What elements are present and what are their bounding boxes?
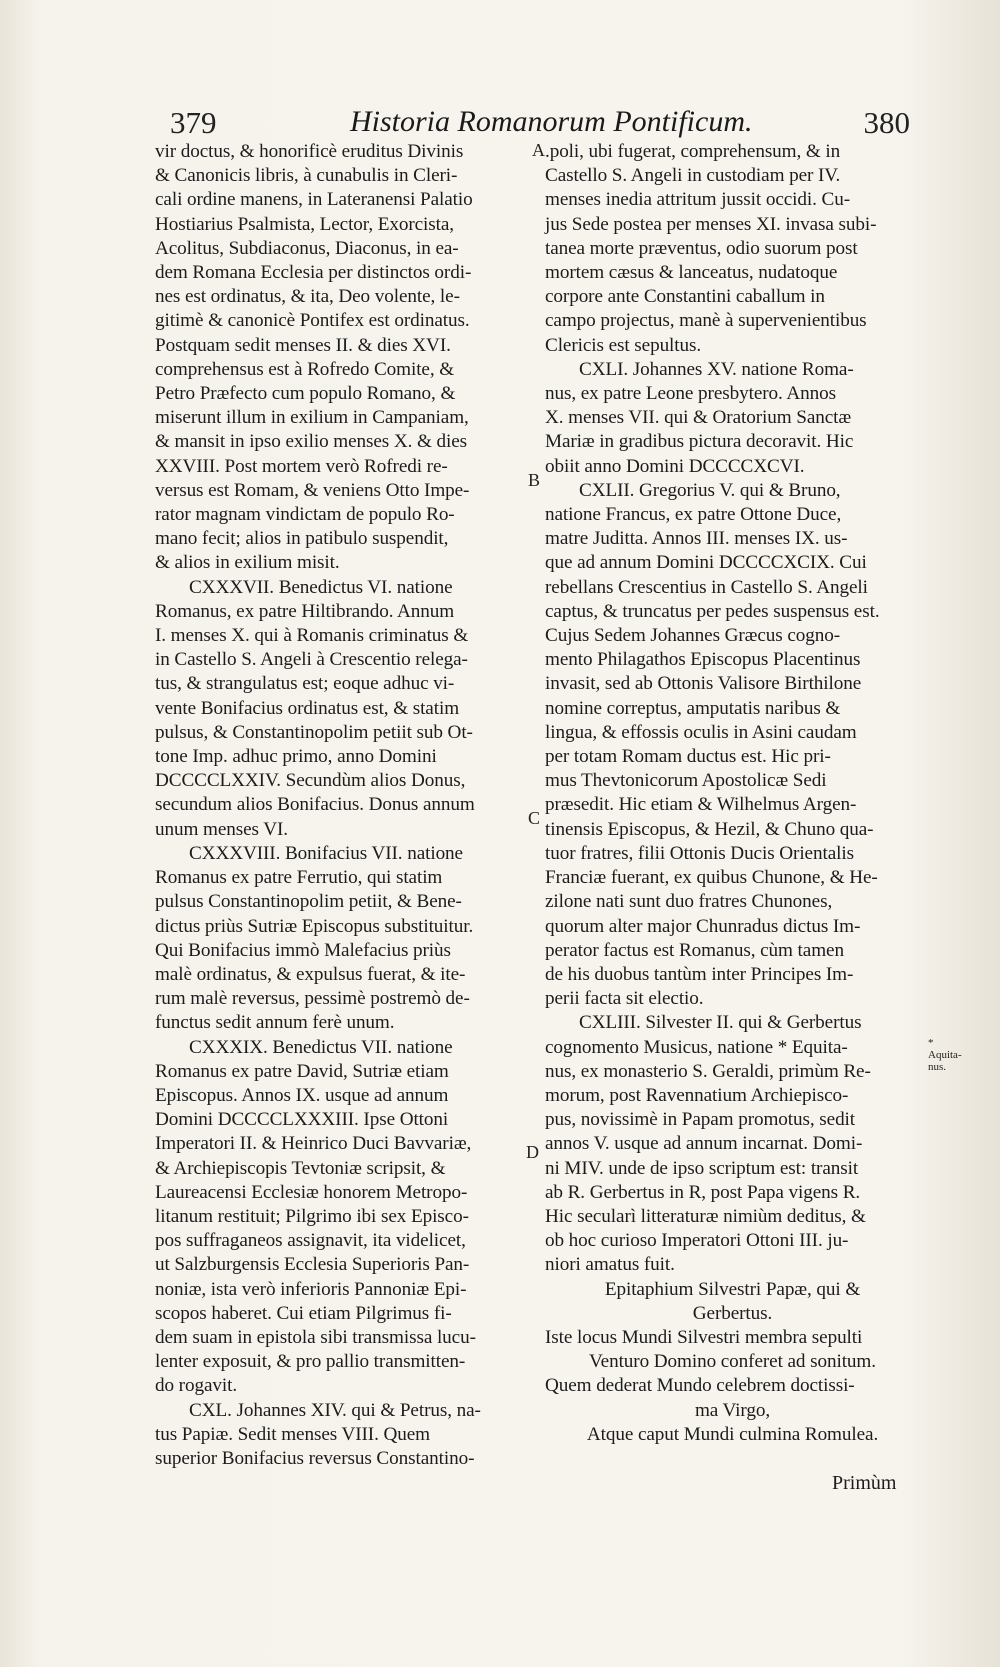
verse-line: ma Virgo, xyxy=(694,1399,771,1421)
text-line: pos suffraganeos assignavit, ita videlicet, xyxy=(155,1230,466,1252)
text-line: lingua, & effossis oculis in Asini caudam xyxy=(545,721,857,743)
text-line: invasit, sed ab Ottonis Valisore Birthilone xyxy=(545,673,862,695)
verse-line: Atque caput Mundi culmina Romulea. xyxy=(586,1423,879,1445)
text-line: pulsus, & Constantinopolim petiit sub Ot- xyxy=(155,721,473,743)
text-line: lenter exposuit, & pro pallio transmitten- xyxy=(155,1351,466,1373)
margin-letter-a: A xyxy=(532,140,545,160)
text-line: Cujus Sedem Johannes Græcus cogno- xyxy=(545,625,841,647)
text-line: superior Bonifacius reversus Constantino- xyxy=(155,1447,475,1469)
text-line: cognomento Musicus, natione * Equita- xyxy=(545,1036,848,1058)
text-line: DCCCCLXXIV. Secundùm alios Donus, xyxy=(155,770,466,792)
page-number-left: 379 xyxy=(170,105,217,140)
catchword: Primùm xyxy=(832,1472,897,1494)
text-line: pulsus Constantinopolim petiit, & Bene- xyxy=(155,891,462,913)
text-line: Romanus ex patre David, Sutriæ etiam xyxy=(155,1060,449,1082)
text-line: Domini DCCCCLXXXIII. Ipse Ottoni xyxy=(155,1109,449,1131)
text-line: vir doctus, & honorificè eruditus Divinis xyxy=(155,141,464,162)
text-line: nus, ex monasterio S. Geraldi, primùm Re- xyxy=(545,1060,871,1082)
text-line: Mariæ in gradibus pictura decoravit. Hic xyxy=(545,431,854,453)
text-line: ni MIV. unde de ipso scriptum est: transit xyxy=(545,1157,859,1179)
text-line: matre Juditta. Annos III. menses IX. us- xyxy=(545,528,848,550)
text-line: natione Francus, ex patre Ottone Duce, xyxy=(545,504,842,526)
text-line: Hostiarius Psalmista, Lector, Exorcista, xyxy=(155,213,454,235)
text-line: I. menses X. qui à Romanis criminatus & xyxy=(155,625,469,647)
text-line: dem suam in epistola sibi transmissa lucu- xyxy=(155,1326,476,1348)
text-line: mortem cæsus & lanceatus, nudatoque xyxy=(545,262,838,284)
text-line: & Archiepiscopis Tevtoniæ scripsit, & xyxy=(155,1157,446,1179)
text-line: CXL. Johannes XIV. qui & Petrus, na- xyxy=(189,1399,481,1421)
text-line: rator magnam vindictam de populo Ro- xyxy=(155,504,455,526)
text-line: tone Imp. adhuc primo, anno Domini xyxy=(155,746,437,768)
text-line: ab R. Gerbertus in R, post Papa vigens R. xyxy=(545,1181,861,1203)
text-line: tanea morte præventus, odio suorum post xyxy=(545,237,858,259)
text-line: gitimè & canonicè Pontifex est ordinatus. xyxy=(155,310,470,332)
text-line: morum, post Ravennatium Archiepisco- xyxy=(545,1084,849,1106)
text-line: menses inedia attritum jussit occidi. Cu- xyxy=(545,189,850,211)
text-line: Petro Præfecto cum populo Romano, & xyxy=(155,383,456,405)
text-line: CXXXVIII. Bonifacius VII. natione xyxy=(189,842,463,864)
text-line: corpore ante Constantini caballum in xyxy=(545,286,825,308)
text-line: que ad annum Domini DCCCCXCIX. Cui xyxy=(545,552,867,574)
text-line: quorum alter major Chunradus dictus Im- xyxy=(545,915,861,937)
text-line: præsedit. Hic etiam & Wilhelmus Argen- xyxy=(545,794,857,816)
text-line: Romanus ex patre Ferrutio, qui statim xyxy=(155,867,443,889)
text-line: annos V. usque ad annum incarnat. Domi- xyxy=(545,1133,863,1155)
text-line: CXLI. Johannes XV. natione Roma- xyxy=(579,358,854,380)
epitaph-heading: Gerbertus. xyxy=(692,1302,773,1324)
text-line: litanum restituit; Pilgrimo ibi sex Episco- xyxy=(155,1205,469,1227)
epitaph-heading: Epitaphium Silvestri Papæ, qui & xyxy=(604,1278,861,1300)
text-line: functus sedit annum ferè unum. xyxy=(155,1012,395,1034)
text-line: mus Thevtonicorum Apostolicæ Sedi xyxy=(545,770,827,792)
text-line: de his duobus tantùm inter Principes Im- xyxy=(545,963,854,985)
text-line: ob hoc curioso Imperatori Ottoni III. ju- xyxy=(545,1230,849,1252)
text-line: dictus priùs Sutriæ Episcopus substituitur. xyxy=(155,915,474,937)
text-line: tus, & strangulatus est; eoque adhuc vi- xyxy=(155,673,455,695)
margin-note: * Aquita- nus. xyxy=(928,1037,962,1073)
text-line: X. menses VII. qui & Oratorium Sanctæ xyxy=(545,407,852,429)
text-line: CXLII. Gregorius V. qui & Bruno, xyxy=(579,479,841,501)
text-line: niori amatus fuit. xyxy=(545,1254,675,1276)
text-line: perator factus est Romanus, cùm tamen xyxy=(545,939,844,961)
text-line: per totam Romam ductus est. Hic pri- xyxy=(545,746,831,768)
text-line: Hic secularì litteraturæ nimiùm deditus, & xyxy=(545,1205,866,1227)
running-head xyxy=(150,105,910,145)
text-line: & Canonicis libris, à cunabulis in Cleri- xyxy=(155,165,458,187)
text-line: perii facta sit electio. xyxy=(545,988,704,1010)
text-line: malè ordinatus, & expulsus fuerat, & ite- xyxy=(155,963,466,985)
text-line: mano fecit; alios in patibulo suspendit, xyxy=(155,528,449,550)
text-line: XXVIII. Post mortem verò Rofredi re- xyxy=(155,455,448,477)
text-line: campo projectus, manè à supervenientibus xyxy=(545,310,867,332)
text-line: do rogavit. xyxy=(155,1375,238,1397)
text-line: miserunt illum in exilium in Campaniam, xyxy=(155,407,469,429)
verse-line: Iste locus Mundi Silvestri membra sepulti xyxy=(545,1326,863,1348)
text-line: comprehensus est à Rofredo Comite, & xyxy=(155,358,455,380)
text-line: dem Romana Ecclesia per distinctos ordi- xyxy=(155,262,472,284)
text-line: Franciæ fuerant, ex quibus Chunone, & He- xyxy=(545,867,878,889)
verse-line: Venturo Domino conferet ad sonitum. xyxy=(589,1351,876,1373)
text-line: Laureacensi Ecclesiæ honorem Metropo- xyxy=(155,1181,468,1203)
text-line: Qui Bonifacius immò Malefacius priùs xyxy=(155,939,451,961)
text-line: & mansit in ipso exilio menses X. & dies xyxy=(155,431,468,453)
margin-letter-d: D xyxy=(526,1142,539,1162)
text-line: Castello S. Angeli in custodiam per IV. xyxy=(545,165,841,187)
text-line: pus, novissimè in Papam promotus, sedit xyxy=(545,1109,856,1131)
text-line: tinensis Episcopus, & Hezil, & Chuno qua- xyxy=(545,818,874,840)
text-line: unum menses VI. xyxy=(155,818,288,840)
text-line: rum malè reversus, pessimè postremò de- xyxy=(155,988,470,1010)
text-line: CXXXIX. Benedictus VII. natione xyxy=(189,1036,453,1058)
text-line: Romanus, ex patre Hiltibrando. Annum xyxy=(155,600,455,622)
text-line: mento Philagathos Episcopus Placentinus xyxy=(545,649,861,671)
text-line: Clericis est sepultus. xyxy=(545,334,702,356)
page-title: Historia Romanorum Pontificum. xyxy=(350,105,753,138)
text-line: in Castello S. Angeli à Crescentio relega- xyxy=(155,649,468,671)
text-line: CXLIII. Silvester II. qui & Gerbertus xyxy=(579,1012,862,1034)
text-line: nes est ordinatus, & ita, Deo volente, le- xyxy=(155,286,460,308)
text-line: versus est Romam, & veniens Otto Impe- xyxy=(155,479,470,501)
text-line: CXXXVII. Benedictus VI. natione xyxy=(189,576,453,598)
page-number-right: 380 xyxy=(863,105,910,140)
text-line: vente Bonifacius ordinatus est, & statim xyxy=(155,697,460,719)
left-column xyxy=(155,140,525,1471)
text-line: Imperatori II. & Heinrico Duci Bavvariæ, xyxy=(155,1133,472,1155)
text-line: Postquam sedit menses II. & dies XVI. xyxy=(155,334,451,356)
margin-letter-b: B xyxy=(528,470,541,490)
text-line: rebellans Crescentius in Castello S. Angeli xyxy=(545,576,868,598)
text-line: noniæ, ista verò inferioris Pannoniæ Epi- xyxy=(155,1278,467,1300)
right-column xyxy=(545,140,920,1447)
text-line: nomine correptus, amputatis naribus & xyxy=(545,697,841,719)
text-line: Acolitus, Subdiaconus, Diaconus, in ea- xyxy=(155,237,459,259)
margin-letter-c: C xyxy=(528,808,541,828)
text-line: nus, ex patre Leone presbytero. Annos xyxy=(545,383,836,405)
text-line: & alios in exilium misit. xyxy=(155,552,340,574)
text-line: jus Sede postea per menses XI. invasa subi- xyxy=(545,213,877,235)
text-line: cali ordine manens, in Lateranensi Palatio xyxy=(155,189,473,211)
text-line: tuor fratres, filii Ottonis Ducis Orientalis xyxy=(545,842,854,864)
text-line: ut Salzburgensis Ecclesia Superioris Pan- xyxy=(155,1254,470,1276)
verse-line: Quem dederat Mundo celebrem doctissi- xyxy=(545,1375,855,1397)
text-line: captus, & truncatus per pedes suspensus est. xyxy=(545,600,880,622)
text-line: scopos haberet. Cui etiam Pilgrimus fi- xyxy=(155,1302,452,1324)
text-line: obiit anno Domini DCCCCXCVI. xyxy=(545,455,805,477)
text-line: secundum alios Bonifacius. Donus annum xyxy=(155,794,475,816)
text-line: .poli, ubi fugerat, comprehensum, & in xyxy=(545,141,841,162)
text-line: tus Papiæ. Sedit menses VIII. Quem xyxy=(155,1423,430,1445)
text-line: Episcopus. Annos IX. usque ad annum xyxy=(155,1084,449,1106)
text-line: zilone nati sunt duo fratres Chunones, xyxy=(545,891,833,913)
